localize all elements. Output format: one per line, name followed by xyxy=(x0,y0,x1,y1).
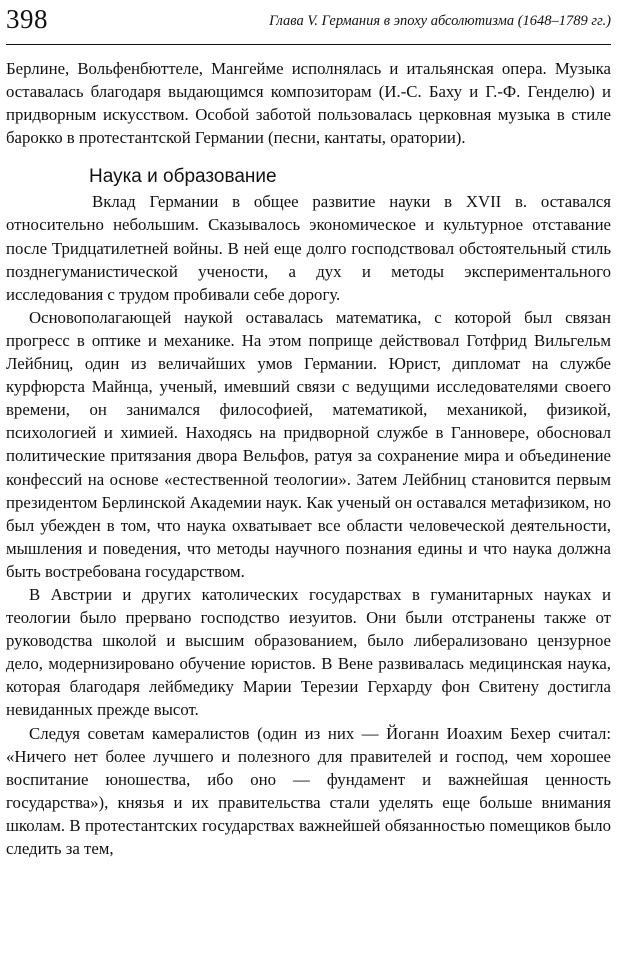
paragraph-austria: В Австрии и других католических государствах в гуманитарных науках и теологии было прервано господство иезуитов. Они были отстранены также от руководства школой и высшим образованием, было либерализовано цензурное дело, модернизировано обучение юристов. В Вене развивалась медицинская наука, которая благодаря лейбмедику Марии Терезии Герхарду фон Свитену достигла невиданных прежде высот. xyxy=(6,584,611,720)
section-heading: Наука и образование xyxy=(89,166,277,188)
paragraph-leibniz: Основополагающей наукой оставалась математика, с которой был связан прогресс в оптике и механике. На этом поприще действовал Готфрид Вильгельм Лейбниц, один из величайших умов Германии. Юрист, дипломат на службе курфюрста Майнца, ученый, имевший связи с ведущими исследователями своего времени, он занимался философией, математикой, механикой, физикой, психологией и химией. Находясь на придворной службе в Ганновере, обосновал политические притязания двора Вельфов, ратуя за сохранение мира и объединение конфессий на основе «естественной теологии». Затем Лейбниц становится первым президентом Берлинской Академии наук. Как ученый он оставался метафизиком, но был убежден в том, что наука охватывает все области человеческой деятельности, мышления и поведения, что методы научного познания едины и что наука должна быть востребована государством. xyxy=(6,307,611,581)
page-number: 398 xyxy=(6,4,48,34)
paragraph-science-contribution: Вклад Германии в общее развитие науки в XVII в. оставался относительно небольшим. Сказывалось экономическое и культурное отставание после Тридцатилетней войны. В ней еще долго господствовал обстоятельный стиль позднегуманистической учености, а дух и методы экспериментального исследования с трудом пробивали себе дорогу. xyxy=(6,192,611,304)
chapter-title: Глава V. Германия в эпоху абсолютизма (1648–1789 гг.) xyxy=(269,13,611,29)
page-body xyxy=(6,57,611,860)
paragraph-schools: Следуя советам камералистов (один из них — Йоганн Иоахим Бехер считал: «Ничего нет более лучшего и полезного для правителей и господ, чем хорошее воспитание юношества, ибо оно — фундамент и важнейшая ценность государства»), князья и их правительства стали уделять еще больше внимания школам. В протестантских государствах важнейшей обязанностью помещиков было следить за тем, xyxy=(6,723,611,858)
paragraph-opera-music: Берлине, Вольфенбюттеле, Мангейме исполнялась и итальянская опера. Музыка оставалась благодаря выдающимся композиторам (И.-С. Баху и Г.-Ф. Генделю) и придворным искусством. Особой заботой пользовалась церковная музыка в стиле барокко в протестантской Германии (песни, кантаты, оратории). xyxy=(6,59,611,148)
running-header xyxy=(6,0,611,45)
